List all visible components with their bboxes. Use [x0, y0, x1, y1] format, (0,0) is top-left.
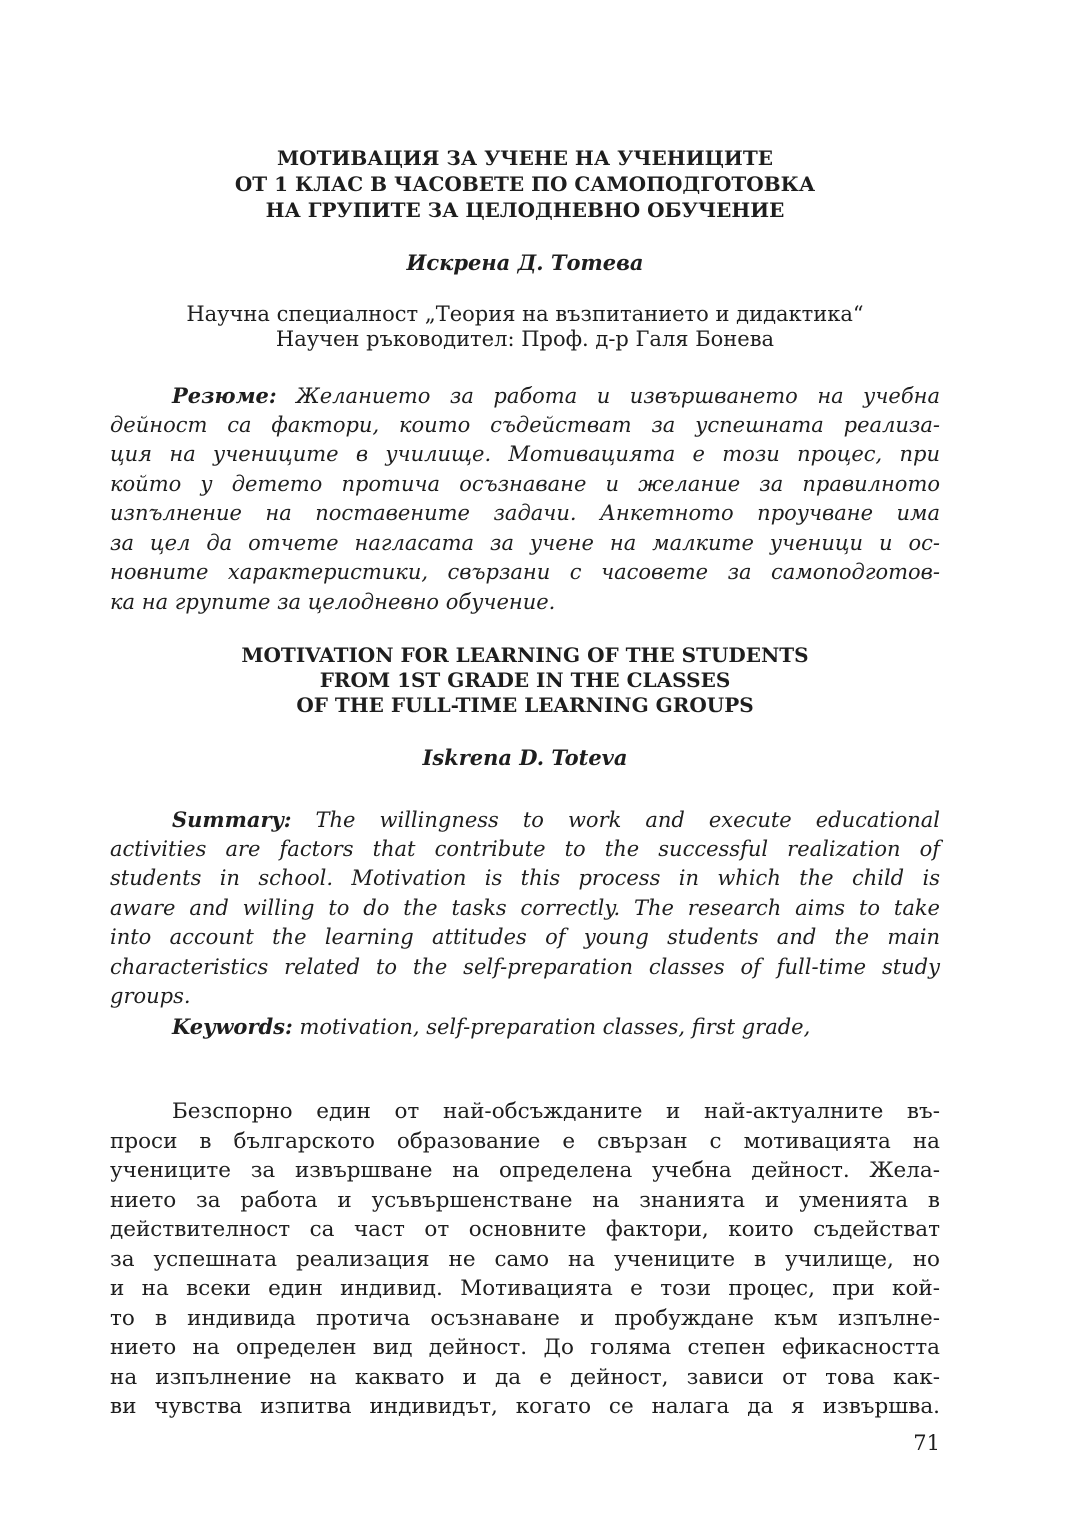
- summary-line: characteristics related to the self-preparation classes of full-time study: [110, 954, 940, 979]
- abstract-label: Резюме:: [172, 383, 277, 408]
- page-number: 71: [913, 1431, 940, 1455]
- body-text: [110, 1097, 940, 1422]
- en-author: Iskrena D. Toteva: [422, 745, 628, 770]
- bg-title: [110, 145, 940, 223]
- en-title: [110, 643, 940, 718]
- specialty-line: Научна специалност „Теория на възпитанието и дидактика“: [186, 302, 864, 326]
- bg-author: Искрена Д. Тотева: [406, 250, 644, 275]
- body-line: за успешната реализация не само на учениците в училище, но: [110, 1246, 940, 1272]
- abstract-line: ка на групите за целодневно обучение.: [110, 589, 556, 614]
- en-title-line: OF THE FULL-TIME LEARNING GROUPS: [296, 693, 754, 717]
- keywords-line: Keywords: motivation, self-preparation classes, first grade,: [172, 1013, 811, 1039]
- abstract-line: новните характеристики, свързани с часовете за самоподготов-: [110, 560, 940, 584]
- summary-line: aware and willing to do the tasks correctly. The research aims to take: [110, 895, 940, 920]
- abstract-line: Резюме: Желанието за работа и извършването на учебна: [172, 383, 940, 408]
- en-title-line: MOTIVATION FOR LEARNING OF THE STUDENTS: [241, 643, 809, 667]
- summary-line: groups.: [110, 984, 191, 1008]
- bg-abstract: [110, 381, 940, 617]
- summary-label: Summary:: [172, 807, 292, 832]
- bg-title-line: НА ГРУПИТЕ ЗА ЦЕЛОДНЕВНО ОБУЧЕНИЕ: [265, 198, 785, 222]
- body-line: учениците за извършване на определена учебна дейност. Жела-: [110, 1158, 940, 1183]
- en-title-line: FROM 1ST GRADE IN THE CLASSES: [319, 668, 731, 692]
- body-line: на изпълнение на каквато и да е дейност, зависи от това как-: [110, 1364, 940, 1390]
- summary-line: into account the learning attitudes of young students and the main: [110, 925, 940, 949]
- body-line: ви чувства изпитва индивидът, когато се налага да я извършва.: [110, 1394, 940, 1419]
- body-line: то в индивида протича осъзнаване и пробуждане към изпълне-: [110, 1305, 940, 1331]
- body-line: и на всеки един индивид. Мотивацията е този процес, при кой-: [110, 1276, 940, 1301]
- body-line: нието на определен вид дейност. До голяма степен ефикасността: [110, 1335, 940, 1360]
- keywords-label: Keywords:: [172, 1013, 293, 1039]
- abstract-line: за цел да отчете нагласата за учене на малките ученици и ос-: [110, 530, 940, 555]
- abstract-line: ция на учениците в училище. Мотивацията е този процес, при: [110, 442, 940, 466]
- abstract-line: дейност са фактори, които съдействат за успешната реализа-: [110, 412, 940, 437]
- abstract-line: който у детето протича осъзнаване и желание за правилното: [110, 471, 940, 496]
- bg-title-line: ОТ 1 КЛАС В ЧАСОВЕТЕ ПО САМОПОДГОТОВКА: [234, 172, 816, 196]
- specialty: [110, 302, 940, 352]
- en-summary: [110, 805, 940, 1041]
- body-line: действителност са част от основните фактори, които съдействат: [110, 1217, 940, 1242]
- summary-line: activities are factors that contribute to the successful realization of: [110, 836, 940, 861]
- body-line: проси в българското образование е свързан с мотивацията на: [110, 1128, 940, 1154]
- body-line: нието за работа и усъвършенстване на знанията и уменията в: [110, 1187, 940, 1213]
- abstract-line: изпълнение на поставените задачи. Анкетното проучване има: [110, 501, 940, 525]
- summary-line: students in school. Motivation is this process in which the child is: [110, 866, 940, 890]
- supervisor-line: Научен ръководител: Проф. д-р Галя Бонева: [275, 327, 775, 351]
- summary-line: Summary: The willingness to work and execute educational: [172, 807, 940, 832]
- body-line: Безспорно един от най-обсъжданите и най-актуалните въ-: [172, 1099, 940, 1124]
- bg-title-line: МОТИВАЦИЯ ЗА УЧЕНЕ НА УЧЕНИЦИТЕ: [277, 146, 773, 170]
